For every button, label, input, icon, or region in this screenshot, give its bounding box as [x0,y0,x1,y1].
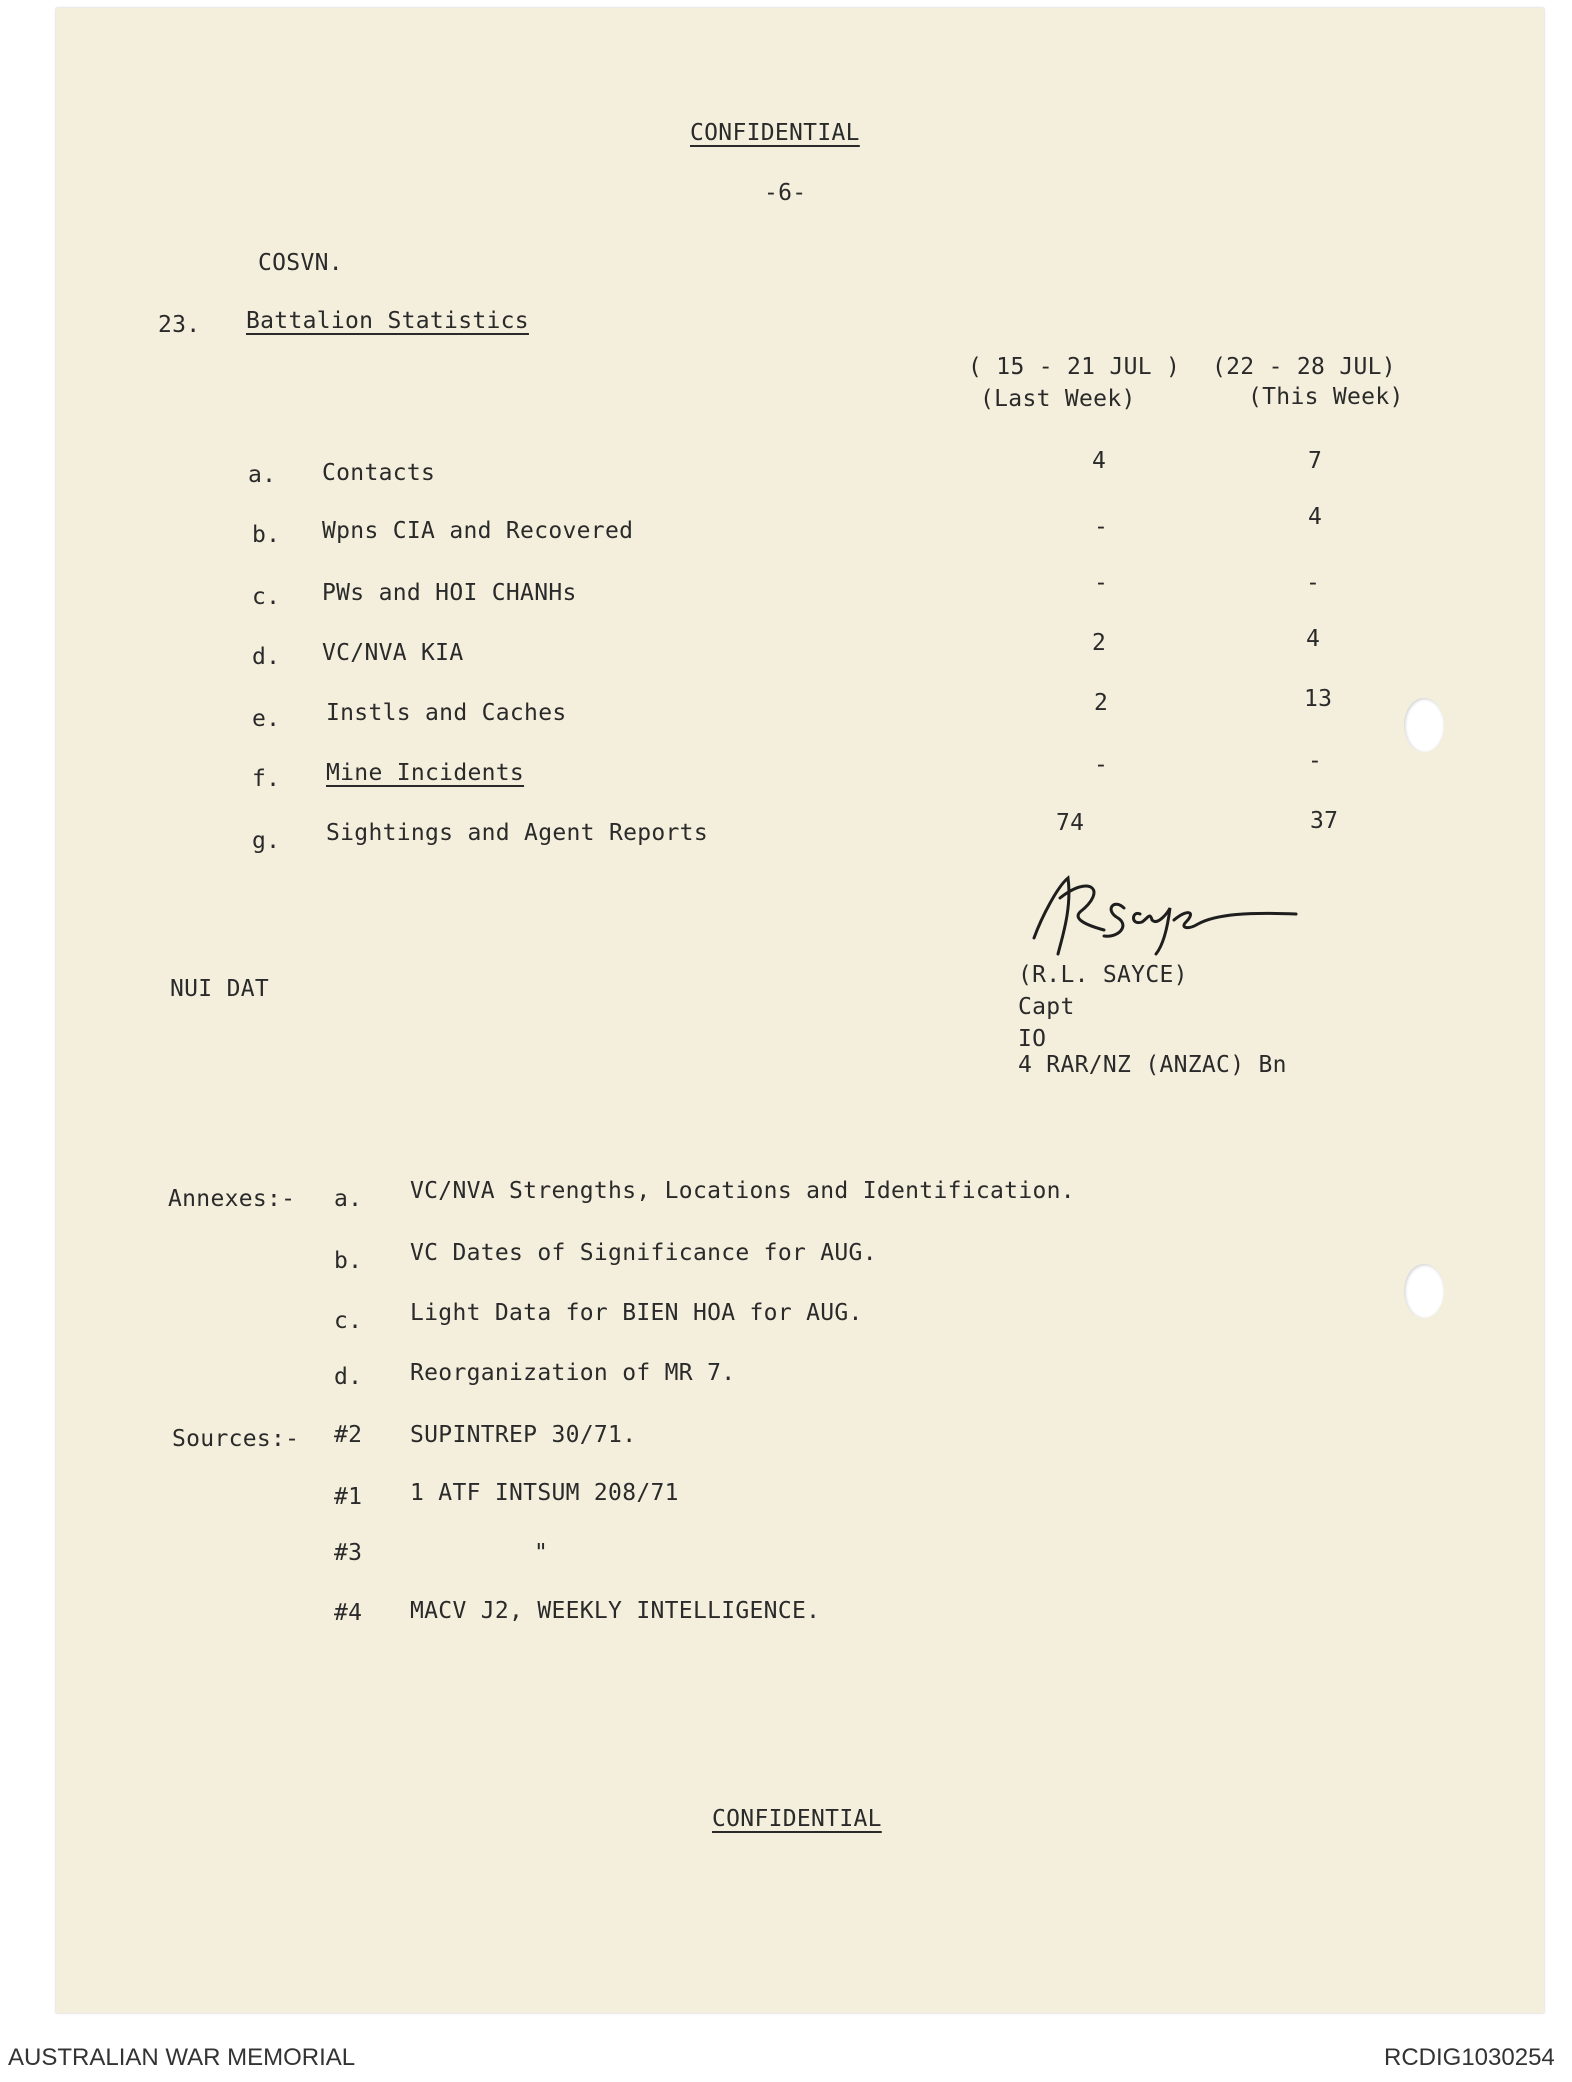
signature-rank: Capt [1018,994,1075,1020]
annex-text: Reorganization of MR 7. [410,1360,736,1386]
archive-label-left: AUSTRALIAN WAR MEMORIAL [8,2044,356,2071]
handwritten-signature [1020,868,1310,960]
signature-appointment: IO [1018,1026,1047,1052]
row-letter: g. [252,828,281,854]
source-ref: #4 [334,1600,363,1626]
source-text: 1 ATF INTSUM 208/71 [410,1480,679,1506]
row-letter: b. [252,522,281,548]
column-this-week-range: (22 - 28 JUL) [1212,354,1396,380]
signature-name: (R.L. SAYCE) [1018,962,1188,988]
row-letter: e. [252,706,281,732]
row-this-week: 7 [1308,448,1323,474]
column-this-week-label: (This Week) [1248,384,1404,410]
row-label: Mine Incidents [326,760,525,786]
row-last-week: 74 [1056,810,1085,836]
signature-unit: 4 RAR/NZ (ANZAC) Bn [1018,1052,1287,1078]
prior-text: COSVN. [258,250,343,276]
column-last-week-label: (Last Week) [980,386,1136,412]
row-this-week: - [1308,748,1323,774]
row-this-week: 37 [1310,808,1339,834]
page-number: -6- [764,180,807,206]
annexes-label: Annexes:- [168,1186,296,1212]
classification-bottom: CONFIDENTIAL [712,1806,882,1832]
section-title: Battalion Statistics [246,308,529,334]
annex-text: Light Data for BIEN HOA for AUG. [410,1300,863,1326]
row-label: Instls and Caches [326,700,567,726]
sources-label: Sources:- [172,1426,300,1452]
classification-top: CONFIDENTIAL [690,120,860,146]
punch-hole-top [1404,698,1444,752]
row-letter: d. [252,644,281,670]
source-ref: #1 [334,1484,363,1510]
source-ref: #3 [334,1540,363,1566]
row-label: VC/NVA KIA [322,640,464,666]
archive-label-right: RCDIG1030254 [1384,2044,1555,2071]
row-letter: f. [252,766,281,792]
row-last-week: 4 [1092,448,1107,474]
row-label: PWs and HOI CHANHs [322,580,577,606]
annex-letter: b. [334,1248,363,1274]
annex-letter: c. [334,1308,363,1334]
annex-letter: d. [334,1364,363,1390]
row-this-week: 4 [1306,626,1321,652]
section-number: 23. [158,312,201,338]
row-last-week: - [1094,514,1109,540]
row-last-week: 2 [1092,630,1107,656]
row-label: Wpns CIA and Recovered [322,518,634,544]
annex-text: VC Dates of Significance for AUG. [410,1240,877,1266]
row-letter: a. [248,462,277,488]
row-last-week: 2 [1094,690,1109,716]
punch-hole-bottom [1404,1264,1444,1318]
source-ref: #2 [334,1422,363,1448]
row-last-week: - [1094,752,1109,778]
source-text: SUPINTREP 30/71. [410,1422,637,1448]
source-text: MACV J2, WEEKLY INTELLIGENCE. [410,1598,821,1624]
row-last-week: - [1094,570,1109,596]
row-label: Sightings and Agent Reports [326,820,708,846]
row-this-week: - [1306,570,1321,596]
source-text: " [534,1540,549,1566]
row-this-week: 4 [1308,504,1323,530]
annex-letter: a. [334,1186,363,1212]
row-letter: c. [252,584,281,610]
row-this-week: 13 [1304,686,1333,712]
column-last-week-range: ( 15 - 21 JUL ) [968,354,1181,380]
annex-text: VC/NVA Strengths, Locations and Identification. [410,1178,1075,1204]
row-label: Contacts [322,460,436,486]
signature-place: NUI DAT [170,976,270,1002]
